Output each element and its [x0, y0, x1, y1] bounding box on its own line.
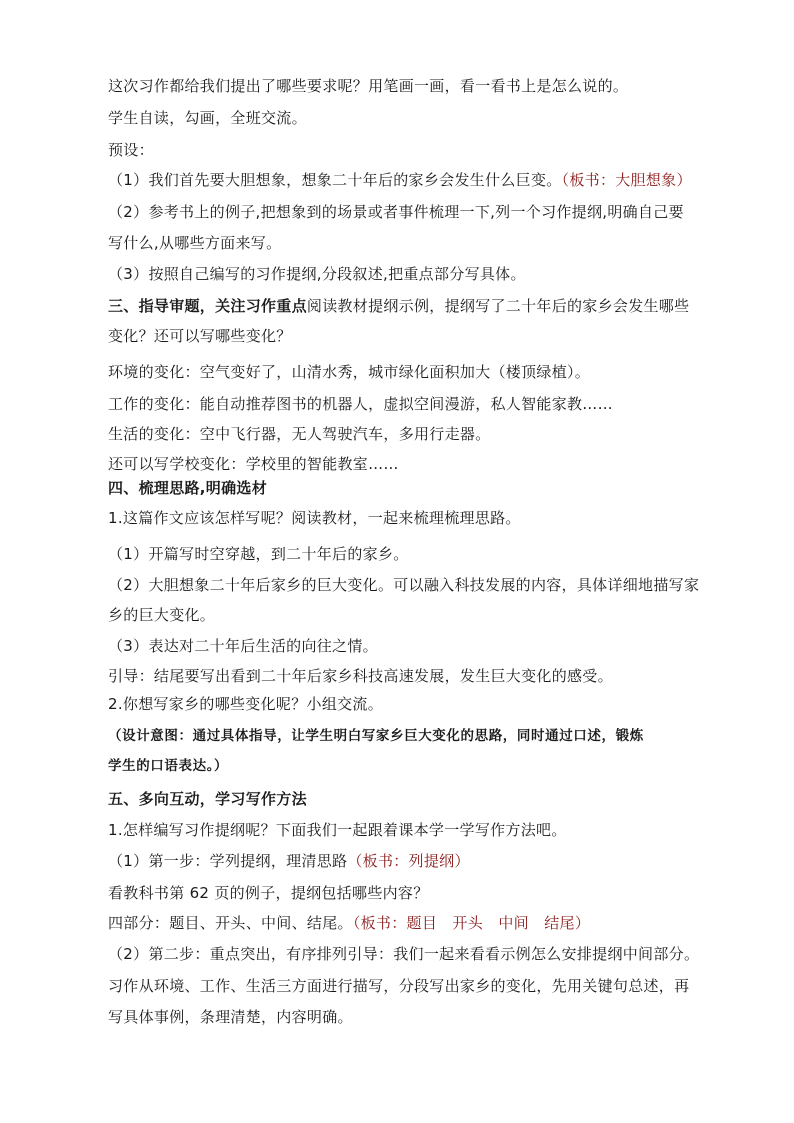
section-heading-line: [108, 296, 714, 316]
section-heading: 四、梳理思路,明确选材: [108, 479, 267, 497]
paragraph-line: 2.你想写家乡的哪些变化呢？小组交流。: [108, 695, 384, 713]
paragraph-line: 生活的变化：空中飞行器，无人驾驶汽车，多用行走器。: [108, 425, 491, 443]
list-item-text: （1）我们首先要大胆想象，想象二十年后的家乡会发生什么巨变。: [108, 171, 562, 189]
paragraph-line: 1.这篇作文应该怎样写呢？阅读教材，一起来梳理梳理思路。: [108, 509, 521, 527]
paragraph-line: 看教科书第 62 页的例子，提纲包括哪些内容？: [108, 884, 429, 902]
paragraph-text: 阅读教材提纲示例，提纲写了二十年后的家乡会发生哪些: [306, 297, 690, 315]
section-heading: 三、指导审题，关注习作重点: [108, 297, 307, 315]
board-note: （板书：大胆想象）: [561, 171, 692, 189]
design-intent-note: 学生的口语表达。）: [108, 758, 229, 774]
paragraph-line: 引导：结尾要写出看到二十年后家乡科技高速发展，发生巨大变化的感受。: [108, 667, 613, 685]
paragraph-line: [108, 851, 714, 871]
paragraph-line: 变化？还可以写哪些变化？: [108, 327, 292, 345]
paragraph-line: 1.怎样编写习作提纲呢？下面我们一起跟着课本学一学写作方法吧。: [108, 821, 567, 839]
paragraph-line: （3）按照自己编写的习作提纲,分段叙述,把重点部分写具体。: [108, 265, 526, 283]
paragraph-line: （2）第二步：重点突出，有序排列引导：我们一起来看看示例怎么安排提纲中间部分。: [108, 945, 700, 963]
paragraph-line: 环境的变化：空气变好了，山清水秀，城市绿化面积加大（楼顶绿植）。: [108, 363, 591, 381]
paragraph-line: 还可以写学校变化：学校里的智能教室……: [108, 455, 399, 473]
paragraph-line: （3）表达对二十年后生活的向往之情。: [108, 637, 378, 655]
design-intent-note: （设计意图：通过具体指导，让学生明白写家乡巨大变化的思路，同时通过口述，锻炼: [108, 728, 644, 744]
paragraph-line: [108, 170, 714, 190]
paragraph-line: 乡的巨大变化。: [108, 606, 216, 624]
section-heading: 五、多向互动，学习写作方法: [108, 790, 307, 808]
paragraph-line: 工作的变化：能自动推荐图书的机器人，虚拟空间漫游，私人智能家教……: [108, 395, 613, 413]
paragraph-line: 写具体事例，条理清楚，内容明确。: [108, 1008, 353, 1026]
paragraph-line: 学生自读，勾画，全班交流。: [108, 109, 307, 127]
paragraph-line: 写什么,从哪些方面来写。: [108, 234, 282, 252]
paragraph-line: 这次习作都给我们提出了哪些要求呢？用笔画一画，看一看书上是怎么说的。: [108, 77, 629, 95]
paragraph-line: 习作从环境、工作、生活三方面进行描写，分段写出家乡的变化，先用关键句总述，再: [108, 977, 690, 995]
list-item-text: 四部分：题目、开头、中间、结尾。: [108, 914, 353, 932]
paragraph-line: 预设：: [108, 141, 154, 159]
paragraph-line: （2）参考书上的例子,把想象到的场景或者事件梳理一下,列一个习作提纲,明确自己要: [108, 203, 684, 221]
paragraph-line: （2）大胆想象二十年后家乡的巨大变化。可以融入科技发展的内容，具体详细地描写家: [108, 576, 700, 594]
paragraph-line: [108, 913, 714, 933]
paragraph-line: （1）开篇写时空穿越，到二十年后的家乡。: [108, 545, 409, 563]
board-note: （板书：列提纲）: [347, 852, 470, 870]
list-item-text: （1）第一步：学列提纲，理清思路: [108, 852, 348, 870]
board-note: （板书：题目 开头 中间 结尾）: [352, 914, 591, 932]
